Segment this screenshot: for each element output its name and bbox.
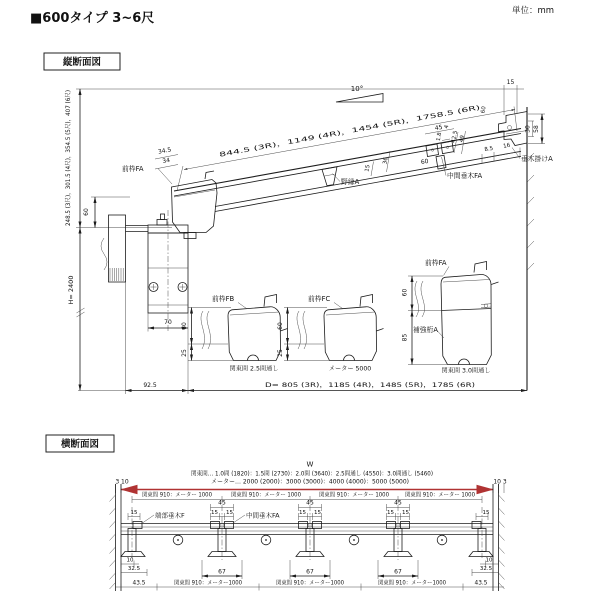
- front-beam: [121, 524, 493, 535]
- label-front-frame-fb: 前枠FB: [212, 295, 235, 303]
- dim-67-rafter3: 67: [306, 568, 314, 576]
- horizontal-section: [46, 435, 507, 591]
- dim-4: 4: [443, 124, 451, 130]
- dim-fb-60: 60: [181, 322, 188, 330]
- dim-42-5: 42.5: [450, 130, 460, 144]
- dim-60-mid: 60: [420, 157, 430, 167]
- bottom-span-label-3: 関東間 910：メーター1000: [378, 580, 453, 587]
- mid-rafter-3: [290, 500, 330, 580]
- dim-43-5-left: 43.5: [132, 580, 146, 587]
- span-note-fb: 関東間 2.5間通し: [229, 365, 279, 373]
- w-label: W: [306, 460, 314, 469]
- depth-range-dim: D= 805 (3R)，1185 (4R)，1485 (5R)，1785 (6R): [265, 382, 475, 389]
- bottom-span-label-1: 関東間 910：メーター1000: [174, 580, 249, 587]
- dim-67-rafter4: 67: [394, 568, 402, 576]
- height-range-dim: 248.5 (3尺)，301.5 (4尺)，354.5 (5尺)，407 (6尺): [65, 74, 72, 226]
- kanto-width-note: 関東間… 1.0間 (1820)：1.5間 (2730)：2.0間 (3640)：2.5間通し (4550)：3.0間通し (5460): [191, 470, 461, 478]
- label-front-frame-fc: 前枠FC: [308, 295, 331, 303]
- label-mid-rafter-fa: 中間垂木FA: [447, 172, 483, 180]
- dim-10-left: 10: [126, 557, 134, 564]
- label-front-frame-fa-section: 前枠FA: [425, 259, 447, 267]
- dim-fa-85: 85: [401, 333, 409, 342]
- end-rafter-left: [121, 507, 145, 558]
- dim-15-rafter3-l: 15: [299, 510, 306, 516]
- dim-fc-25: 25: [277, 349, 284, 357]
- dim-15-end-left: 15: [130, 510, 138, 516]
- dim-43-5-right: 43.5: [474, 580, 488, 587]
- label-front-frame-fa: 前枠FA: [122, 165, 144, 173]
- vertical-section: [44, 53, 553, 394]
- dim-70: 70: [164, 319, 172, 326]
- dim-45-mid: 45: [434, 123, 444, 133]
- wall-mount-assembly: [101, 210, 188, 394]
- bottom-span-label-2: 関東間 910：メーター1000: [276, 580, 351, 587]
- ceiling-joist-a: [322, 151, 390, 186]
- dim-32-5-left: 32.5: [127, 566, 141, 572]
- span-label-3: 関東間 910：メーター 1000: [319, 492, 395, 499]
- dim-15-rafter3-r: 15: [314, 510, 321, 516]
- front-frame-fa-beam-profile: [402, 258, 499, 375]
- dim-15-top: 15: [506, 79, 515, 86]
- dim-15-rafter2-r: 15: [226, 510, 233, 516]
- front-frame-fb-profile: [181, 294, 288, 373]
- dim-45-rafter4: 45: [394, 499, 402, 507]
- vertical-section-title: 縦断面図: [62, 57, 102, 68]
- mid-rafter-4: [378, 500, 418, 580]
- dim-1-8: 1.8: [435, 131, 444, 142]
- dim-fa-60: 60: [401, 288, 409, 297]
- dim-fc-60: 60: [277, 322, 284, 330]
- label-reinforcing-beam-a: 補強桁A: [413, 326, 439, 334]
- dim-8-5: 8.5: [483, 145, 494, 154]
- dim-92-5: 92.5: [143, 382, 157, 389]
- dim-45-rafter3: 45: [306, 499, 314, 507]
- bottom-span-row: [116, 579, 505, 591]
- slope-indicator: [336, 85, 383, 102]
- span-label-4: 関東間 910：メーター 1000: [405, 492, 481, 499]
- dim-34: 34: [161, 156, 171, 166]
- bottom-depth-dimensions: [78, 282, 527, 394]
- dim-34-5: 34.5: [157, 146, 172, 156]
- roof-length-dim: 844.5 (3R)，1149 (4R)，1454 (5R)，1758.5 (6R): [218, 125, 368, 159]
- label-ceiling-joist-a: 野縁A: [341, 178, 360, 186]
- dim-58: 58: [533, 125, 540, 133]
- label-rafter-hook-a: 垂木掛けA: [521, 155, 553, 163]
- dim-10-right: 10: [485, 557, 493, 564]
- dim-60-left: 60: [83, 208, 90, 216]
- dim-15-rafter4-r: 15: [402, 510, 409, 516]
- label-end-rafter-f: 端部垂木F: [155, 511, 185, 520]
- dim-15-rafter4-l: 15: [387, 510, 394, 516]
- span-label-2: 関東間 910：メーター 1000: [231, 492, 307, 499]
- unit-label: 単位：mm: [512, 6, 555, 16]
- wall-height-dim: H= 2400: [67, 275, 75, 305]
- edge-dims-right: 10 3: [493, 478, 507, 486]
- dim-45-rafter2: 45: [218, 499, 226, 507]
- roof-panel: [174, 129, 521, 212]
- page-title: ■600タイプ 3~6尺: [30, 11, 155, 26]
- dim-fb-25: 25: [181, 349, 188, 357]
- dim-15-end-right: 15: [482, 510, 490, 516]
- end-rafter-right: [469, 507, 493, 558]
- mid-rafter-2: [202, 500, 242, 580]
- dim-15-rafter2-l: 15: [211, 510, 218, 516]
- label-mid-rafter-fa-bottom: 中間垂木FA: [246, 511, 280, 520]
- dim-15-joist: 15: [364, 164, 372, 173]
- dim-36: 36: [382, 156, 390, 165]
- span-note-fc: メーター 5000: [328, 365, 372, 373]
- mid-rafter-fa-assembly: [420, 124, 482, 180]
- dim-60-right: 60: [480, 105, 488, 114]
- dim-30: 30: [524, 125, 532, 133]
- dim-16: 16: [502, 142, 511, 150]
- edge-dims-left: 3 10: [115, 478, 129, 486]
- span-label-1: 関東間 910：メーター 1000: [142, 492, 218, 499]
- span-note-fa: 関東間 3.0間通し: [441, 367, 491, 375]
- slope-angle: 10°: [350, 85, 364, 93]
- horizontal-section-title: 横断面図: [60, 439, 100, 450]
- dim-49: 49: [458, 134, 467, 143]
- dim-32-5-right: 32.5: [479, 566, 493, 572]
- meter-width-note: メーター… 2000 (2000)：3000 (3000)：4000 (4000)：5000 (5000): [211, 478, 416, 486]
- dim-67-rafter2: 67: [218, 568, 226, 576]
- front-frame-fc-profile: [277, 294, 384, 373]
